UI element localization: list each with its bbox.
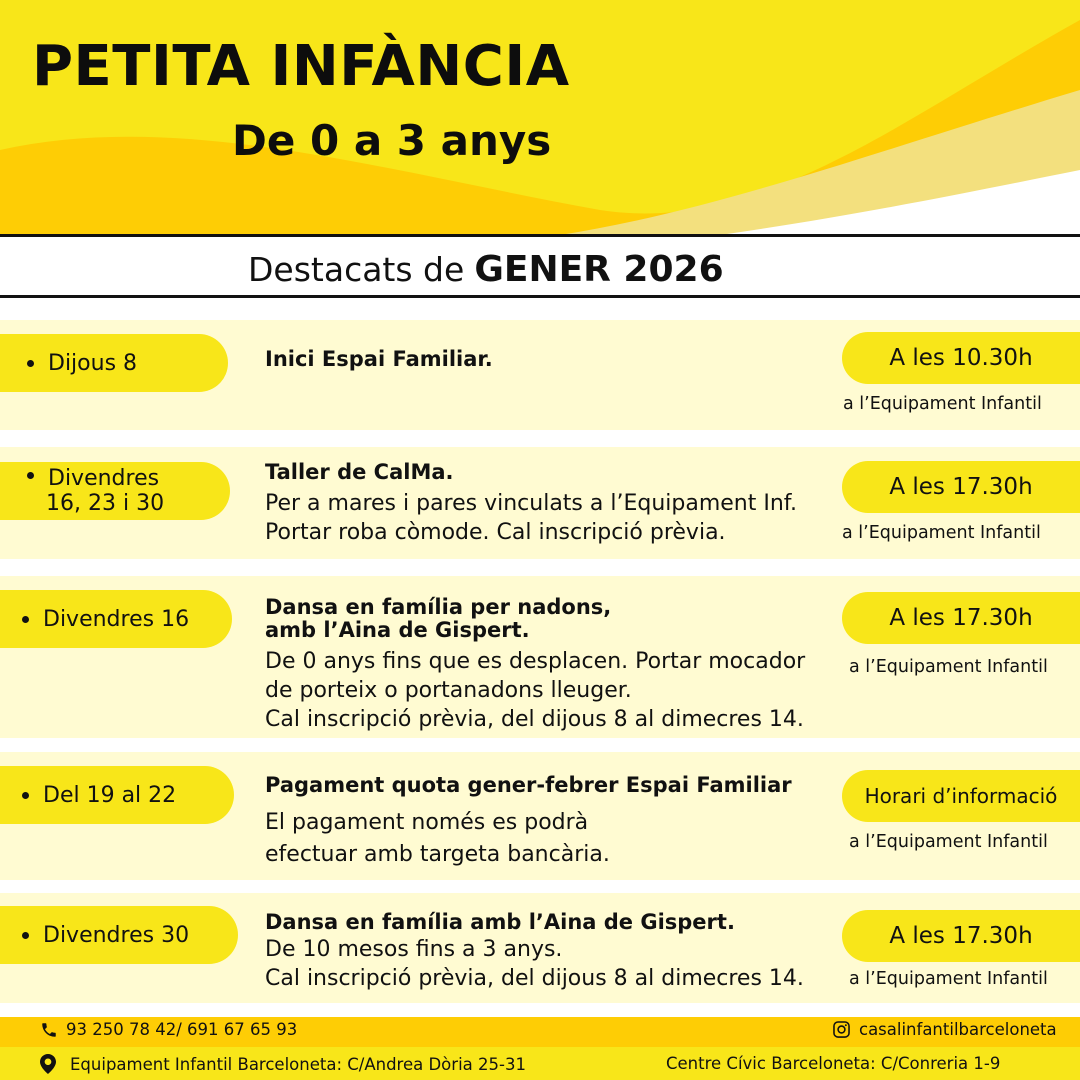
banner-month: GENER 2026: [474, 249, 724, 290]
event-time: Horari d’informació: [842, 770, 1080, 822]
event-date: Dijous 8: [0, 334, 228, 392]
bullet-icon: [27, 360, 34, 367]
event-location: a l’Equipament Infantil: [849, 657, 1048, 677]
event-title: Dansa en família per nadons, amb l’Aina de Gispert.: [265, 595, 612, 642]
event-location: a l’Equipament Infantil: [849, 969, 1048, 989]
event-time: A les 17.30h: [842, 461, 1080, 513]
event-date: Divendres 30: [0, 906, 238, 964]
event-title: Taller de CalMa.: [265, 460, 454, 484]
event-description: De 10 mesos fins a 3 anys. Cal inscripció prèvia, del dijous 8 al dimecres 14.: [265, 937, 804, 991]
event-row: [0, 447, 1080, 559]
event-description: El pagament només es podrà efectuar amb targeta bancària.: [265, 810, 610, 867]
event-title: Inici Espai Familiar.: [265, 347, 493, 371]
footer-phone: 93 250 78 42/ 691 67 65 93: [40, 1020, 297, 1039]
location-pin-icon: [40, 1054, 56, 1074]
bullet-icon: [22, 792, 29, 799]
bullet-icon: [27, 472, 34, 479]
footer-instagram: casalinfantilbarceloneta: [832, 1020, 1057, 1039]
event-row: [0, 576, 1080, 738]
event-description: Per a mares i pares vinculats a l’Equipament Inf. Portar roba còmode. Cal inscripció prèvia.: [265, 491, 797, 545]
banner-prefix: Destacats de: [248, 250, 465, 289]
footer-address-right: Centre Cívic Barceloneta: C/Conreria 1-9: [666, 1054, 1001, 1073]
instagram-icon: [832, 1020, 851, 1039]
event-date: Del 19 al 22: [0, 766, 234, 824]
month-banner: [0, 234, 1080, 298]
event-row: [0, 893, 1080, 1003]
event-location: a l’Equipament Infantil: [843, 394, 1042, 414]
page-subtitle: De 0 a 3 anys: [232, 116, 552, 165]
event-location: a l’Equipament Infantil: [849, 832, 1048, 852]
event-date: Divendres 16, 23 i 30: [0, 462, 230, 520]
header: [0, 0, 1080, 235]
phone-icon: [40, 1021, 58, 1039]
event-row: [0, 752, 1080, 880]
bullet-icon: [22, 616, 29, 623]
event-row: [0, 320, 1080, 430]
page-title: PETITA INFÀNCIA: [32, 34, 570, 99]
event-time: A les 17.30h: [842, 592, 1080, 644]
footer-address-left: Equipament Infantil Barceloneta: C/Andrea Dòria 25-31: [40, 1054, 526, 1074]
footer: [0, 1017, 1080, 1080]
event-title: Pagament quota gener-febrer Espai Familiar: [265, 773, 792, 797]
event-date: Divendres 16: [0, 590, 232, 648]
event-location: a l’Equipament Infantil: [842, 523, 1041, 543]
event-time: A les 10.30h: [842, 332, 1080, 384]
event-time: A les 17.30h: [842, 910, 1080, 962]
event-title: Dansa en família amb l’Aina de Gispert.: [265, 910, 735, 934]
bullet-icon: [22, 932, 29, 939]
event-description: De 0 anys fins que es desplacen. Portar mocador de porteix o portanadons lleuger. Cal inscripció prèvia, del dijous 8 al dimecres 14.: [265, 649, 806, 732]
